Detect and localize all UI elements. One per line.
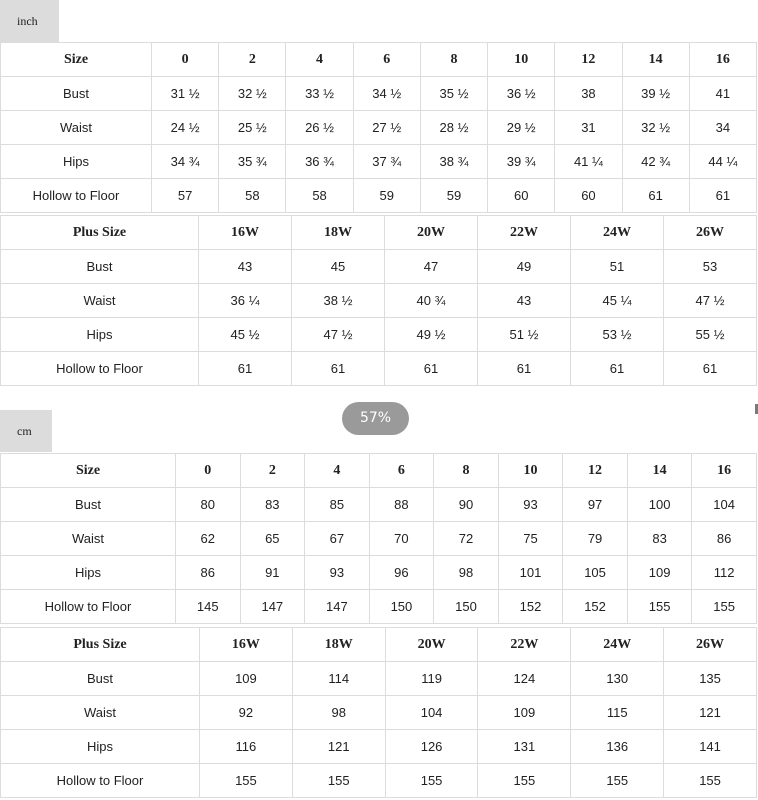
measurement-value: 72 <box>434 522 499 556</box>
measurement-value: 59 <box>420 179 487 213</box>
measurement-label: Hips <box>1 730 200 764</box>
measurement-value: 155 <box>385 764 478 798</box>
measurement-value: 53 ½ <box>571 318 664 352</box>
table-header-row <box>1 628 757 662</box>
measurement-value: 61 <box>199 352 292 386</box>
measurement-value: 61 <box>478 352 571 386</box>
measurement-value: 155 <box>664 764 757 798</box>
inch-plus-size-table <box>0 215 757 386</box>
measurement-value: 27 ½ <box>353 111 420 145</box>
measurement-value: 38 ½ <box>292 284 385 318</box>
measurement-value: 37 ¾ <box>353 145 420 179</box>
measurement-value: 57 <box>152 179 219 213</box>
measurement-value: 98 <box>434 556 499 590</box>
size-header-cell: 16W <box>199 216 292 250</box>
measurement-value: 38 <box>555 77 622 111</box>
table-row <box>1 590 757 624</box>
measurement-value: 26 ½ <box>286 111 353 145</box>
cm-plus-size-table <box>0 627 757 798</box>
table-header-row <box>1 454 757 488</box>
size-header-cell: 16W <box>200 628 293 662</box>
measurement-value: 44 ¼ <box>689 145 756 179</box>
measurement-value: 155 <box>692 590 757 624</box>
measurement-value: 136 <box>571 730 664 764</box>
measurement-value: 152 <box>498 590 563 624</box>
size-header-cell: 20W <box>385 216 478 250</box>
size-header-cell: 10 <box>498 454 563 488</box>
measurement-value: 130 <box>571 662 664 696</box>
measurement-label: Hips <box>1 318 199 352</box>
header-label-cell: Size <box>1 43 152 77</box>
measurement-value: 47 ½ <box>664 284 757 318</box>
measurement-value: 91 <box>240 556 305 590</box>
measurement-value: 131 <box>478 730 571 764</box>
cm-tab[interactable]: cm <box>0 410 52 452</box>
measurement-value: 60 <box>555 179 622 213</box>
measurement-label: Waist <box>1 696 200 730</box>
measurement-value: 45 ¼ <box>571 284 664 318</box>
measurement-value: 88 <box>369 488 434 522</box>
measurement-value: 145 <box>176 590 241 624</box>
measurement-value: 121 <box>664 696 757 730</box>
measurement-value: 67 <box>305 522 370 556</box>
measurement-value: 59 <box>353 179 420 213</box>
measurement-value: 49 ½ <box>385 318 478 352</box>
measurement-value: 90 <box>434 488 499 522</box>
size-header-cell: 12 <box>555 43 622 77</box>
table-row <box>1 730 757 764</box>
table-row <box>1 250 757 284</box>
size-header-cell: 16 <box>692 454 757 488</box>
measurement-value: 36 ½ <box>488 77 555 111</box>
measurement-value: 121 <box>292 730 385 764</box>
measurement-value: 83 <box>627 522 692 556</box>
measurement-value: 104 <box>692 488 757 522</box>
measurement-value: 41 ¼ <box>555 145 622 179</box>
measurement-label: Waist <box>1 284 199 318</box>
measurement-value: 42 ¾ <box>622 145 689 179</box>
measurement-value: 104 <box>385 696 478 730</box>
measurement-label: Bust <box>1 250 199 284</box>
measurement-value: 152 <box>563 590 628 624</box>
measurement-value: 75 <box>498 522 563 556</box>
measurement-value: 61 <box>385 352 478 386</box>
measurement-label: Hollow to Floor <box>1 590 176 624</box>
measurement-value: 96 <box>369 556 434 590</box>
measurement-value: 53 <box>664 250 757 284</box>
measurement-value: 43 <box>478 284 571 318</box>
measurement-value: 32 ½ <box>219 77 286 111</box>
measurement-value: 35 ½ <box>420 77 487 111</box>
measurement-value: 155 <box>627 590 692 624</box>
measurement-value: 155 <box>200 764 293 798</box>
measurement-value: 45 ½ <box>199 318 292 352</box>
measurement-value: 61 <box>571 352 664 386</box>
measurement-value: 58 <box>286 179 353 213</box>
size-header-cell: 14 <box>627 454 692 488</box>
measurement-value: 86 <box>176 556 241 590</box>
measurement-value: 105 <box>563 556 628 590</box>
measurement-label: Bust <box>1 77 152 111</box>
size-header-cell: 26W <box>664 628 757 662</box>
table-header-row <box>1 43 757 77</box>
measurement-value: 51 <box>571 250 664 284</box>
measurement-value: 60 <box>488 179 555 213</box>
table-row <box>1 764 757 798</box>
measurement-value: 31 <box>555 111 622 145</box>
size-header-cell: 4 <box>305 454 370 488</box>
measurement-value: 61 <box>664 352 757 386</box>
measurement-value: 116 <box>200 730 293 764</box>
table-row <box>1 696 757 730</box>
measurement-value: 49 <box>478 250 571 284</box>
size-header-cell: 6 <box>369 454 434 488</box>
measurement-value: 70 <box>369 522 434 556</box>
measurement-value: 155 <box>292 764 385 798</box>
measurement-value: 147 <box>240 590 305 624</box>
measurement-value: 25 ½ <box>219 111 286 145</box>
measurement-value: 39 ½ <box>622 77 689 111</box>
measurement-value: 31 ½ <box>152 77 219 111</box>
measurement-value: 150 <box>434 590 499 624</box>
table-row <box>1 556 757 590</box>
measurement-value: 47 ½ <box>292 318 385 352</box>
size-header-cell: 2 <box>240 454 305 488</box>
measurement-label: Hollow to Floor <box>1 179 152 213</box>
measurement-value: 32 ½ <box>622 111 689 145</box>
measurement-value: 29 ½ <box>488 111 555 145</box>
size-header-cell: 20W <box>385 628 478 662</box>
measurement-label: Bust <box>1 662 200 696</box>
header-label-cell: Size <box>1 454 176 488</box>
measurement-value: 150 <box>369 590 434 624</box>
measurement-value: 38 ¾ <box>420 145 487 179</box>
measurement-value: 92 <box>200 696 293 730</box>
measurement-value: 114 <box>292 662 385 696</box>
measurement-value: 28 ½ <box>420 111 487 145</box>
measurement-value: 36 ¾ <box>286 145 353 179</box>
table-row <box>1 318 757 352</box>
measurement-value: 51 ½ <box>478 318 571 352</box>
size-header-cell: 24W <box>571 628 664 662</box>
measurement-value: 33 ½ <box>286 77 353 111</box>
measurement-value: 109 <box>478 696 571 730</box>
measurement-value: 34 ½ <box>353 77 420 111</box>
table-header-row <box>1 216 757 250</box>
measurement-value: 93 <box>305 556 370 590</box>
table-row <box>1 77 757 111</box>
measurement-value: 62 <box>176 522 241 556</box>
measurement-value: 79 <box>563 522 628 556</box>
table-row <box>1 111 757 145</box>
measurement-value: 61 <box>689 179 756 213</box>
measurement-value: 24 ½ <box>152 111 219 145</box>
measurement-value: 36 ¼ <box>199 284 292 318</box>
measurement-label: Waist <box>1 111 152 145</box>
measurement-value: 39 ¾ <box>488 145 555 179</box>
measurement-value: 85 <box>305 488 370 522</box>
measurement-label: Hollow to Floor <box>1 352 199 386</box>
measurement-value: 65 <box>240 522 305 556</box>
table-row <box>1 179 757 213</box>
cm-size-table <box>0 453 757 624</box>
measurement-value: 155 <box>571 764 664 798</box>
inch-tab[interactable]: inch <box>0 0 59 42</box>
measurement-value: 98 <box>292 696 385 730</box>
measurement-value: 141 <box>664 730 757 764</box>
measurement-value: 135 <box>664 662 757 696</box>
measurement-value: 55 ½ <box>664 318 757 352</box>
measurement-label: Hips <box>1 145 152 179</box>
size-header-cell: 0 <box>176 454 241 488</box>
measurement-value: 112 <box>692 556 757 590</box>
measurement-label: Bust <box>1 488 176 522</box>
size-header-cell: 14 <box>622 43 689 77</box>
table-row <box>1 352 757 386</box>
size-header-cell: 24W <box>571 216 664 250</box>
size-header-cell: 2 <box>219 43 286 77</box>
size-header-cell: 18W <box>292 216 385 250</box>
measurement-value: 97 <box>563 488 628 522</box>
measurement-value: 41 <box>689 77 756 111</box>
table-row <box>1 145 757 179</box>
measurement-value: 109 <box>627 556 692 590</box>
size-header-cell: 12 <box>563 454 628 488</box>
header-label-cell: Plus Size <box>1 216 199 250</box>
measurement-value: 126 <box>385 730 478 764</box>
measurement-value: 119 <box>385 662 478 696</box>
measurement-value: 86 <box>692 522 757 556</box>
measurement-value: 80 <box>176 488 241 522</box>
measurement-value: 45 <box>292 250 385 284</box>
table-row <box>1 284 757 318</box>
measurement-value: 147 <box>305 590 370 624</box>
inch-size-table <box>0 42 757 213</box>
measurement-value: 34 <box>689 111 756 145</box>
header-label-cell: Plus Size <box>1 628 200 662</box>
measurement-value: 58 <box>219 179 286 213</box>
measurement-value: 101 <box>498 556 563 590</box>
size-header-cell: 8 <box>420 43 487 77</box>
table-row <box>1 522 757 556</box>
measurement-value: 61 <box>292 352 385 386</box>
size-header-cell: 0 <box>152 43 219 77</box>
measurement-value: 35 ¾ <box>219 145 286 179</box>
size-header-cell: 22W <box>478 628 571 662</box>
table-row <box>1 662 757 696</box>
size-header-cell: 4 <box>286 43 353 77</box>
measurement-value: 115 <box>571 696 664 730</box>
table-row <box>1 488 757 522</box>
measurement-value: 93 <box>498 488 563 522</box>
measurement-value: 109 <box>200 662 293 696</box>
measurement-value: 100 <box>627 488 692 522</box>
zoom-level-badge: 57% <box>342 402 409 435</box>
size-header-cell: 26W <box>664 216 757 250</box>
size-header-cell: 16 <box>689 43 756 77</box>
size-header-cell: 22W <box>478 216 571 250</box>
measurement-value: 61 <box>622 179 689 213</box>
measurement-value: 155 <box>478 764 571 798</box>
measurement-value: 47 <box>385 250 478 284</box>
measurement-value: 124 <box>478 662 571 696</box>
measurement-label: Hollow to Floor <box>1 764 200 798</box>
size-header-cell: 18W <box>292 628 385 662</box>
measurement-label: Hips <box>1 556 176 590</box>
measurement-label: Waist <box>1 522 176 556</box>
measurement-value: 40 ¾ <box>385 284 478 318</box>
size-header-cell: 6 <box>353 43 420 77</box>
measurement-value: 83 <box>240 488 305 522</box>
measurement-value: 43 <box>199 250 292 284</box>
measurement-value: 34 ¾ <box>152 145 219 179</box>
size-header-cell: 10 <box>488 43 555 77</box>
size-header-cell: 8 <box>434 454 499 488</box>
